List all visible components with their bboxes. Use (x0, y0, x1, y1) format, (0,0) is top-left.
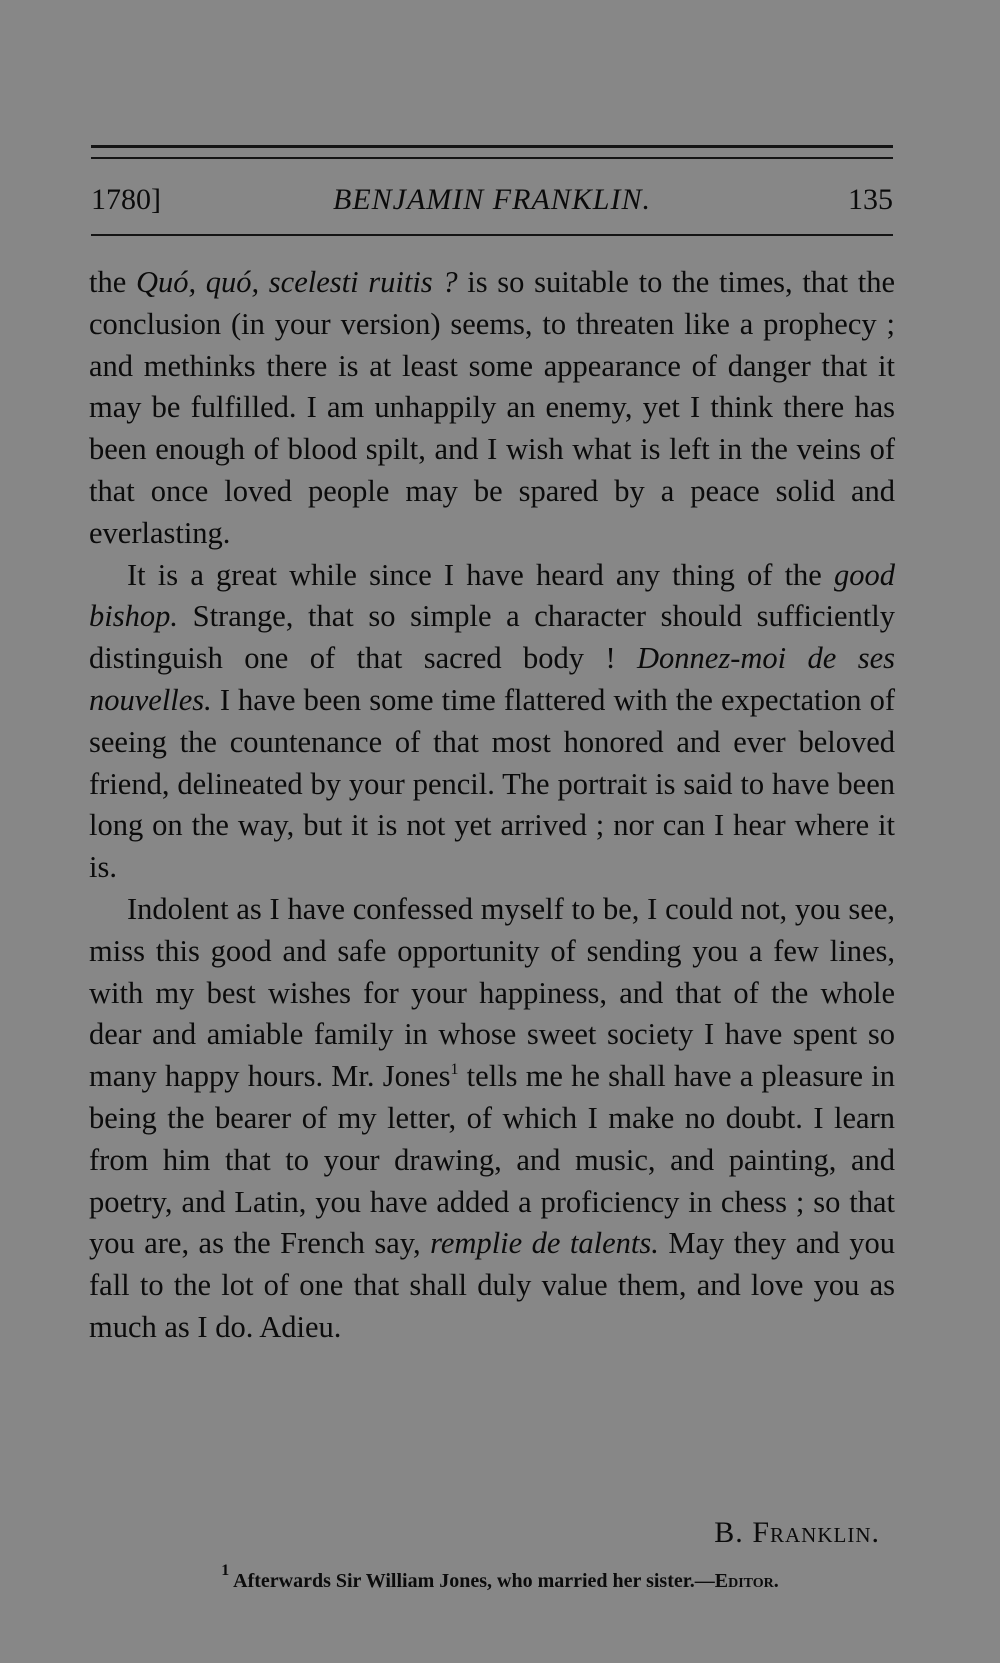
italic-phrase: remplie de talents. (430, 1226, 659, 1261)
text-run: I have been some time flattered with the expectation of seeing the countenance of that most honored and ever beloved friend, delineated by your pencil. The portrait is said to have been long on the way, but it is not yet arrived ; nor can I hear where it is. (89, 682, 895, 885)
footnote (0, 1562, 1000, 1595)
page-number: 135 (848, 183, 893, 216)
footnote-marker: 1 (221, 1562, 230, 1579)
text-run: is so suitable to the times, that the conclusion (in your version) seems, to threaten like a prophecy ; and methinks there is at least some appearance of danger that it may be fulfilled. I am unhappily an enemy, yet I think there has been enough of blood spilt, and I wish what is left in the veins of that once loved people may be spared by a peace solid and everlasting. (89, 265, 895, 550)
italic-phrase: good bishop. (89, 557, 895, 634)
signature-name: Franklin. (752, 1516, 880, 1549)
paragraph (89, 889, 895, 1349)
paragraph (89, 262, 895, 555)
text-run: Strange, that so simple a character should sufficiently distinguish one of that sacred body ! (89, 599, 895, 676)
top-rule (91, 145, 893, 148)
italic-phrase: Donnez-moi de ses nouvelles. (89, 641, 895, 717)
text-run: Indolent as I have confessed myself to be, I could not, you see, miss this good and safe opportunity of sending you a few lines, with my best wishes for your happiness, and that of the whole dear and amiable family in whose sweet society I have spent so many happy hours. Mr. Jones (89, 891, 895, 1094)
text-run: May they and you fall to the lot of one that shall duly value them, and love you as much as I do. Adieu. (89, 1226, 895, 1344)
footnote-text: Afterwards Sir William Jones, who married her sister.— (229, 1570, 715, 1592)
top-rule-secondary (91, 157, 893, 159)
text-run: It is a great while since I have heard any thing of the (127, 557, 834, 592)
body-text (89, 262, 895, 1349)
header-year: 1780] (91, 183, 161, 216)
header-rule (91, 234, 893, 236)
header-title: BENJAMIN FRANKLIN. (333, 183, 651, 216)
signature (714, 1512, 880, 1554)
italic-phrase: Quó, quó, scelesti ruitis ? (135, 265, 458, 299)
running-header (91, 178, 893, 222)
footnote-editor: Editor. (714, 1570, 779, 1592)
signature-initial: B. (714, 1516, 744, 1549)
paragraph (89, 555, 895, 889)
text-run: the (89, 265, 136, 299)
text-run: tells me he shall have a pleasure in being the bearer of my letter, of which I make no doubt. I learn from him that to your drawing, and music, and painting, and poetry, and Latin, you have added a proficiency in chess ; so that you are, as the French say, (89, 1059, 895, 1261)
footnote-reference: 1 (450, 1061, 459, 1079)
